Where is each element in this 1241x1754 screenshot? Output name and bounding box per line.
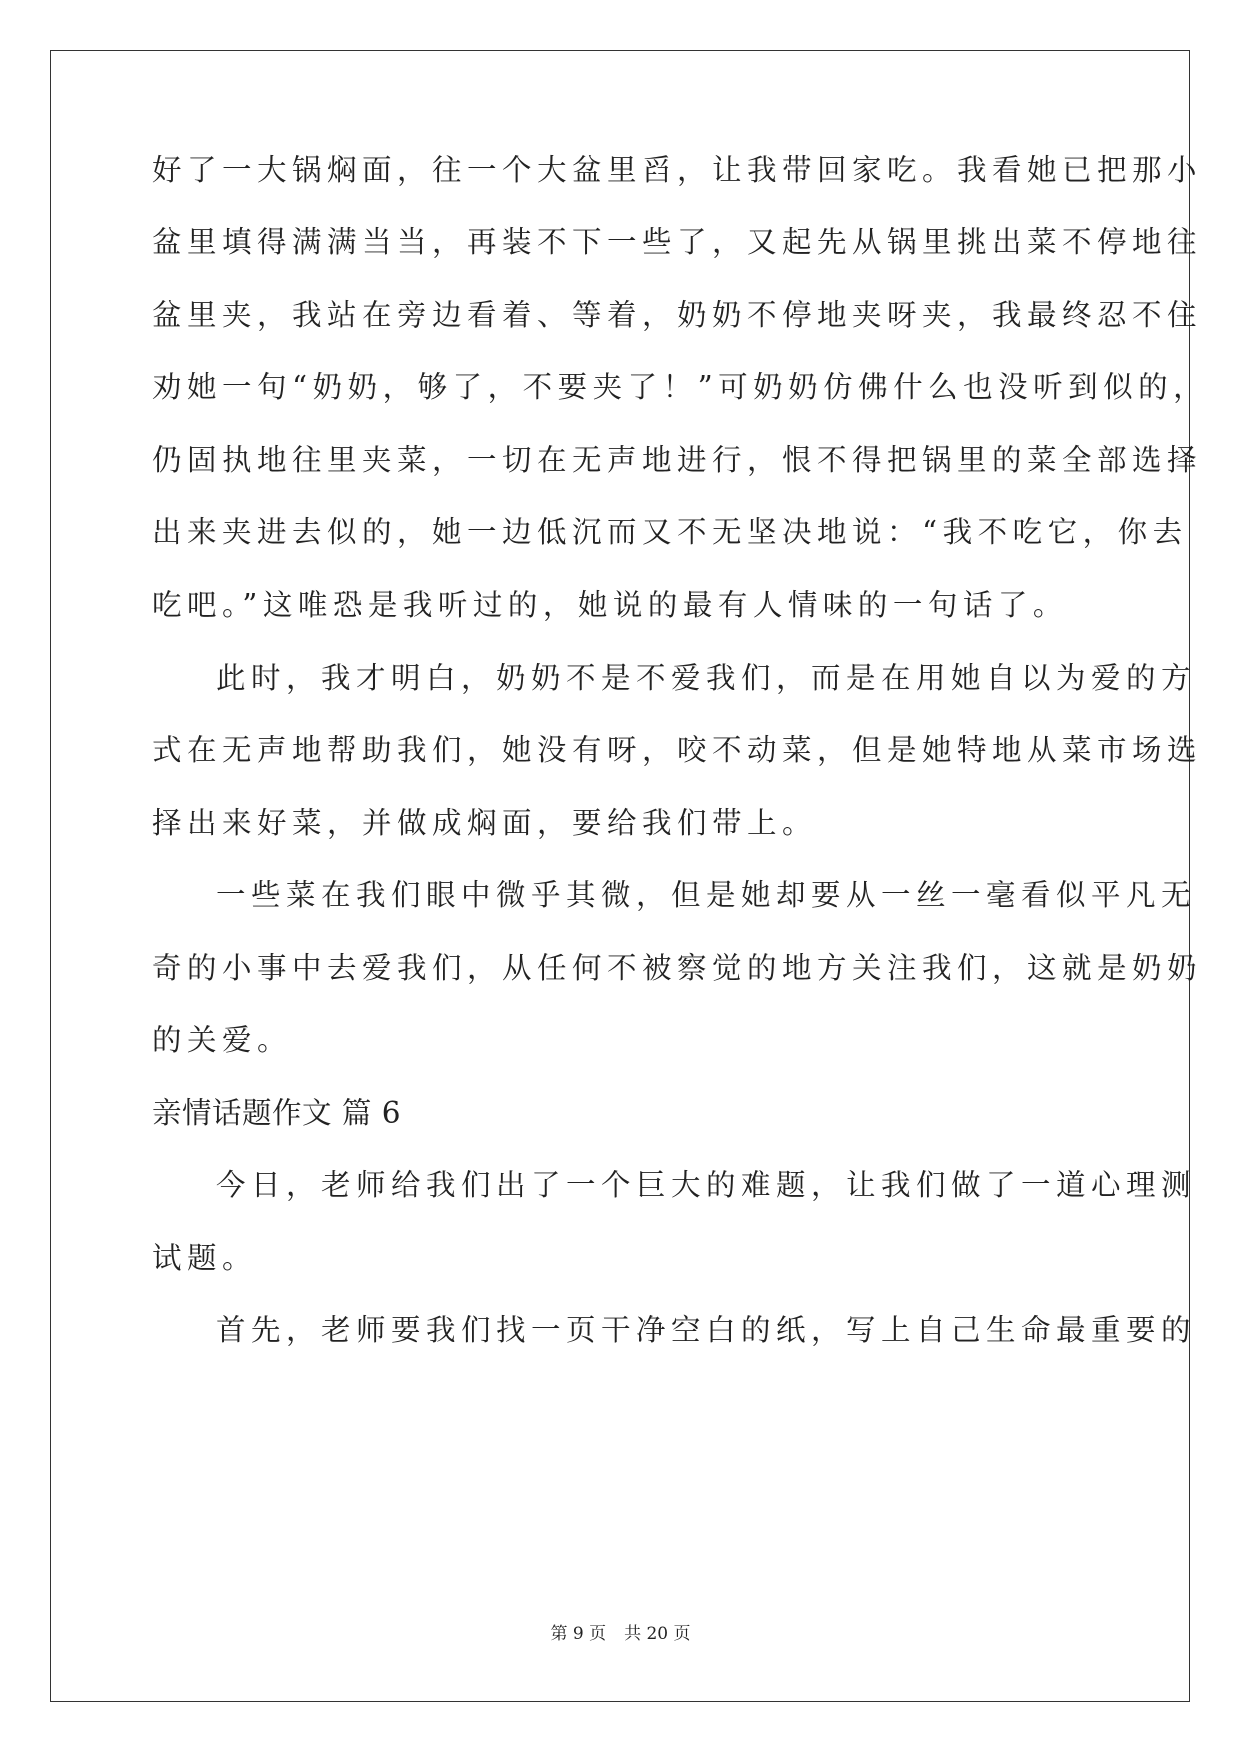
- page-total: 共 20 页: [624, 1624, 691, 1644]
- paragraph-first-line: 今日，老师给我们出了一个巨大的难题，让我们做了一道心理测: [216, 1168, 1197, 1202]
- section-heading: 亲情话题作文 篇 6: [152, 1096, 402, 1130]
- body-text-line: 出来夹进去似的，她一边低沉而又不无坚决地说：“我不吃它，你去: [152, 515, 1188, 549]
- page-footer: [0, 1624, 1241, 1644]
- body-text-line: 好了一大锅焖面，往一个大盆里舀，让我带回家吃。我看她已把那小: [152, 153, 1203, 187]
- body-text-line: 的关爱。: [152, 1023, 293, 1057]
- body-text-line: 吃吧。”这唯恐是我听过的，她说的最有人情味的一句话了。: [152, 588, 1068, 622]
- body-text-line: 盆里填得满满当当，再装不下一些了，又起先从锅里挑出菜不停地往: [152, 225, 1203, 259]
- body-text-line: 劝她一句“奶奶，够了，不要夹了！”可奶奶仿佛什么也没听到似的，: [152, 370, 1209, 404]
- body-text-line: 奇的小事中去爱我们，从任何不被察觉的地方关注我们，这就是奶奶: [152, 951, 1203, 985]
- body-text-line: 择出来好菜，并做成焖面，要给我们带上。: [152, 806, 818, 840]
- page-number: 第 9 页: [550, 1624, 607, 1644]
- body-text-line: 盆里夹，我站在旁边看着、等着，奶奶不停地夹呀夹，我最终忍不住: [152, 298, 1203, 332]
- body-text-line: 仍固执地往里夹菜，一切在无声地进行，恨不得把锅里的菜全部选择: [152, 443, 1203, 477]
- paragraph-first-line: 首先，老师要我们找一页干净空白的纸，写上自己生命最重要的: [216, 1313, 1197, 1347]
- body-text-line: 试题。: [152, 1241, 258, 1275]
- paragraph-first-line: 此时，我才明白，奶奶不是不爱我们，而是在用她自以为爱的方: [216, 661, 1197, 695]
- body-text-line: 式在无声地帮助我们，她没有呀，咬不动菜，但是她特地从菜市场选: [152, 733, 1203, 767]
- paragraph-first-line: 一些菜在我们眼中微乎其微，但是她却要从一丝一毫看似平凡无: [216, 878, 1197, 912]
